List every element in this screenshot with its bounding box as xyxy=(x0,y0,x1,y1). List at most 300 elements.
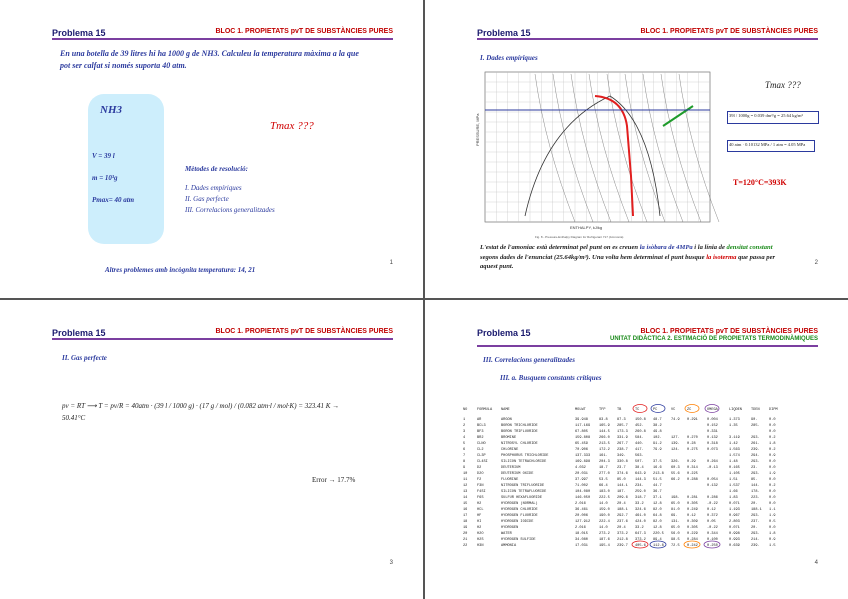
table-cell: 69. xyxy=(671,514,678,518)
table-cell: 89.4 xyxy=(653,538,662,542)
table-cell: 0.288 xyxy=(687,478,698,482)
explanation-paragraph xyxy=(480,243,790,272)
table-cell: 1.9 xyxy=(769,514,776,518)
pressure-equation-box: 40 atm · 0.10132 MPa / 1 atm = 4.05 MPa xyxy=(727,140,815,152)
table-cell: BORON TRICHLORIDE xyxy=(501,424,538,428)
table-cell: H3N xyxy=(477,544,484,548)
table-cell: 0.165 xyxy=(729,466,740,470)
table-cell: 36.461 xyxy=(575,508,588,512)
table-cell: 38.4 xyxy=(635,466,644,470)
table-cell: 178. xyxy=(751,490,760,494)
table-cell: 326. xyxy=(671,460,680,464)
table-cell: AMMONIA xyxy=(501,544,517,548)
table-cell: SILICON TETRACHLORIDE xyxy=(501,460,547,464)
table-cell: 2.803 xyxy=(729,520,740,524)
table-cell: 1.537 xyxy=(729,484,740,488)
table-cell: 70.906 xyxy=(575,448,588,452)
table-cell: 20. xyxy=(751,526,758,530)
table-cell: 159.808 xyxy=(575,436,591,440)
table-cell: 0.314 xyxy=(687,466,698,470)
table-cell: 373.2 xyxy=(617,532,628,536)
table-cell: 0.270 xyxy=(687,436,698,440)
table-cell: 172.2 xyxy=(599,448,610,452)
column-header: LIQDEN xyxy=(729,408,742,412)
table-cell: 0.284 xyxy=(687,538,698,542)
table-cell: 39.948 xyxy=(575,418,588,422)
table-cell: NITROGEN TRIFLUORIDE xyxy=(501,484,545,488)
column-header: TFP xyxy=(599,408,606,412)
table-cell: 0.9 xyxy=(769,538,776,542)
table-cell: 0.0 xyxy=(769,478,776,482)
table-cell: 38.2 xyxy=(653,424,662,428)
table-cell: CHLORINE xyxy=(501,448,519,452)
table-cell: 0.071 xyxy=(729,502,740,506)
table-cell: 5 xyxy=(463,442,466,446)
table-cell: 53.5 xyxy=(599,478,608,482)
table-cell: CL3P xyxy=(477,454,486,458)
table-cell: 293. xyxy=(751,532,760,536)
table-cell: 0.152 xyxy=(707,424,718,428)
table-cell: HI xyxy=(477,520,482,524)
slide-1 xyxy=(0,0,423,298)
text-density: densitat constant xyxy=(726,244,773,251)
table-cell: 98.5 xyxy=(671,538,680,542)
table-cell: 0.054 xyxy=(707,478,718,482)
table-cell: 72.5 xyxy=(671,544,680,548)
table-cell: 1.35 xyxy=(729,424,738,428)
table-cell: 82.0 xyxy=(653,520,662,524)
table-cell: 49.8 xyxy=(653,430,662,434)
column-header: NO xyxy=(463,408,468,412)
table-cell: 3 xyxy=(463,430,466,434)
table-cell: 214. xyxy=(751,538,760,542)
table-cell: 293. xyxy=(751,514,760,518)
table-cell: BORON TRIFLUORIDE xyxy=(501,430,538,434)
table-cell: 204.3 xyxy=(599,460,610,464)
table-cell: 0.275 xyxy=(687,448,698,452)
table-cell: 20.031 xyxy=(575,472,588,476)
table-cell: 19 xyxy=(463,526,468,530)
column-header: DIPM xyxy=(769,408,778,412)
table-cell: 10 xyxy=(463,472,468,476)
diagram-caption: Fig. 8 - Pressure-Enthalpy Diagram for Refrigerant 717 (Ammonia) xyxy=(535,235,624,239)
table-cell: 188.1 xyxy=(751,508,762,512)
table-cell: 0.264 xyxy=(707,460,718,464)
table-cell: 0.0 xyxy=(769,496,776,500)
table-cell: 37.997 xyxy=(575,478,588,482)
table-cell: 0.291 xyxy=(687,418,698,422)
table-cell: 0.9 xyxy=(769,454,776,458)
table-cell: 1.563 xyxy=(729,448,740,452)
tmax-question: Tmax ??? xyxy=(270,120,314,132)
column-header: OMEGA xyxy=(707,408,718,412)
table-cell: 37.5 xyxy=(653,460,662,464)
page-number: 1 xyxy=(389,260,393,266)
table-cell: 267.7 xyxy=(617,442,628,446)
table-cell: SILICON TETRAFLUORIDE xyxy=(501,490,547,494)
table-cell: 318.7 xyxy=(635,496,646,500)
table-cell: 23.7 xyxy=(617,466,626,470)
table-cell: 0.372 xyxy=(707,514,718,518)
table-cell: 0.05 xyxy=(707,520,716,524)
method-1: I. Dades empíriques xyxy=(185,184,242,192)
table-cell: 169.898 xyxy=(575,460,591,464)
table-cell: 2.016 xyxy=(575,502,586,506)
density-eq-lhs: 39l / 1000g xyxy=(729,113,750,118)
table-cell: 0.305 xyxy=(687,502,698,506)
slide-4 xyxy=(425,300,848,598)
table-cell: 104.080 xyxy=(575,490,591,494)
table-cell: 0.0 xyxy=(769,502,776,506)
table-cell: 213.5 xyxy=(599,442,610,446)
table-cell: BR2 xyxy=(477,436,484,440)
table-cell: 190.0 xyxy=(599,514,610,518)
table-cell: F3N xyxy=(477,484,484,488)
table-cell: 9 xyxy=(463,466,466,470)
table-cell: 0.967 xyxy=(729,514,740,518)
result-temperature: T=120°C=393K xyxy=(733,178,787,187)
text-g: que passa per aquest punt. xyxy=(480,253,776,270)
table-cell: 144.1 xyxy=(617,484,628,488)
table-cell: 14 xyxy=(463,496,468,500)
table-cell: 14.0 xyxy=(599,502,608,506)
density-eq-rhs: = 0.039 dm³/g = 25.64 kg/m³ xyxy=(750,113,803,118)
table-cell: 0.242 xyxy=(687,544,698,548)
table-cell: -0.13 xyxy=(707,466,718,470)
table-cell: 90. xyxy=(751,418,758,422)
table-cell: 60.3 xyxy=(671,466,680,470)
table-cell: 173.3 xyxy=(617,430,628,434)
table-cell: 187. xyxy=(617,490,626,494)
unit-title: UNITAT DIDÀCTICA 2. ESTIMACIÓ DE PROPIETATS TERMODINÀMIQUES xyxy=(609,336,818,342)
table-cell: 293. xyxy=(751,472,760,476)
table-cell: HYDROGEN CHLORIDE xyxy=(501,508,538,512)
column-header: NAME xyxy=(501,408,510,412)
table-cell: 20. xyxy=(751,502,758,506)
table-cell: 127. xyxy=(671,436,680,440)
table-cell: 266.0 xyxy=(599,436,610,440)
ideal-gas-equation: pv = RT ⟶ T = pv/R = 40atm · (39 l / 1000 g) · (17 g / mol) / (0.082 atm·l / mol·K) = 323.41 K → 50.41°C xyxy=(62,402,340,422)
table-cell: 87.3 xyxy=(617,418,626,422)
compound-label: NH3 xyxy=(100,104,122,116)
table-cell: 1.5 xyxy=(769,544,776,548)
table-cell: 44.7 xyxy=(653,484,662,488)
table-cell: 0.12 xyxy=(707,508,716,512)
table-cell: F2 xyxy=(477,478,482,482)
table-cell: 20.4 xyxy=(617,526,626,530)
table-cell: 0.28 xyxy=(687,442,696,446)
table-cell: 144.3 xyxy=(635,478,646,482)
table-cell: 8 xyxy=(463,460,466,464)
table-cell: 0.0 xyxy=(769,418,776,422)
table-cell: 0.993 xyxy=(729,538,740,542)
table-cell: 647.3 xyxy=(635,532,646,536)
table-cell: 83.8 xyxy=(599,418,608,422)
table-cell: 0.639 xyxy=(729,544,740,548)
methods-title: Mètodes de resolució: xyxy=(185,165,248,173)
table-cell: 259.0 xyxy=(635,490,646,494)
problem-title: Problema 15 xyxy=(477,328,531,338)
table-cell: 66.4 xyxy=(599,484,608,488)
table-cell: 0.132 xyxy=(707,436,718,440)
table-cell: 6 xyxy=(463,448,466,452)
column-header: TDEN xyxy=(751,408,760,412)
table-cell: 159.0 xyxy=(599,508,610,512)
page-number: 2 xyxy=(814,260,818,266)
table-cell: 1.42 xyxy=(729,442,738,446)
table-cell: 222.5 xyxy=(599,496,610,500)
density-equation-box xyxy=(727,111,819,124)
table-cell: 220.5 xyxy=(653,532,664,536)
table-cell: 0.250 xyxy=(707,544,718,548)
table-cell: 91.2 xyxy=(653,442,662,446)
column-header: TC xyxy=(635,408,640,412)
table-cell: 161. xyxy=(599,454,608,458)
table-cell: 14.0 xyxy=(599,526,608,530)
table-cell: NITROSYL CHLORIDE xyxy=(501,442,538,446)
table-cell: 1.1 xyxy=(769,508,776,512)
table-cell: 51.5 xyxy=(653,478,662,482)
table-cell: 65.459 xyxy=(575,442,588,446)
table-cell: 293. xyxy=(751,436,760,440)
table-cell: 293. xyxy=(751,460,760,464)
table-cell: 0.318 xyxy=(707,442,718,446)
table-cell: 424.0 xyxy=(635,520,646,524)
table-cell: 1.193 xyxy=(729,508,740,512)
table-cell: 146.050 xyxy=(575,496,591,500)
table-cell: 584. xyxy=(635,436,644,440)
table-cell: 7 xyxy=(463,454,466,458)
table-cell: 18.7 xyxy=(599,466,608,470)
table-cell: 0.2 xyxy=(769,448,776,452)
table-cell: 195.4 xyxy=(599,544,610,548)
table-cell: 37.1 xyxy=(653,496,662,500)
text-a: L'estat de l'amoniac està determinat pel punt on es creuen xyxy=(480,244,640,251)
table-cell: 0.998 xyxy=(729,532,740,536)
table-cell: 79.9 xyxy=(653,448,662,452)
table-cell: HCL xyxy=(477,508,484,512)
table-cell: 0.0 xyxy=(769,424,776,428)
table-cell: HYDROGEN FLUORIDE xyxy=(501,514,538,518)
table-cell: 165.9 xyxy=(599,424,610,428)
mass-label: m = 10³g xyxy=(92,174,118,182)
table-cell: 71.002 xyxy=(575,484,588,488)
table-cell: 239. xyxy=(751,448,760,452)
table-cell: BF3 xyxy=(477,430,484,434)
table-cell: 17 xyxy=(463,514,468,518)
table-cell: 1.105 xyxy=(729,472,740,476)
table-cell: 292.7 xyxy=(617,514,628,518)
table-cell: 212.8 xyxy=(617,538,628,542)
problem-title: Problema 15 xyxy=(477,28,531,38)
table-cell: 1.83 xyxy=(729,496,738,500)
table-cell: 0.249 xyxy=(687,508,698,512)
table-cell: 127.912 xyxy=(575,520,591,524)
table-cell: 144. xyxy=(751,484,760,488)
table-cell: 23. xyxy=(751,466,758,470)
page-number: 3 xyxy=(389,560,393,566)
subsection-title: III. a. Busquem constants crítiques xyxy=(500,374,602,382)
text-isotherm: la isoterma xyxy=(706,253,737,261)
table-cell: 234. xyxy=(635,484,644,488)
table-cell: BROMINE xyxy=(501,436,517,440)
table-cell: 21 xyxy=(463,538,468,542)
table-cell: 55.6 xyxy=(671,472,680,476)
table-cell: 15 xyxy=(463,502,468,506)
table-cell: F4SI xyxy=(477,490,486,494)
table-cell: 33.2 xyxy=(635,526,644,530)
table-cell: 324.6 xyxy=(635,508,646,512)
table-cell: 12.8 xyxy=(653,526,662,530)
table-cell: 0.0 xyxy=(769,526,776,530)
table-cell: 237.6 xyxy=(617,520,628,524)
table-cell: 0.281 xyxy=(687,496,698,500)
table-cell: -0.22 xyxy=(707,526,718,530)
table-cell: 18 xyxy=(463,520,468,524)
table-cell: 294. xyxy=(751,454,760,458)
table-cell: 0.344 xyxy=(707,532,718,536)
table-cell: 0.2 xyxy=(769,484,776,488)
table-cell: 0.0 xyxy=(769,430,776,434)
table-cell: 209.6 xyxy=(617,496,628,500)
section-title: I. Dades empíriques xyxy=(480,54,538,62)
table-cell: 2.016 xyxy=(575,526,586,530)
problem-title: Problema 15 xyxy=(52,328,106,338)
table-cell: 11 xyxy=(463,478,468,482)
text-c: i la línia de xyxy=(692,244,727,251)
table-cell: 417. xyxy=(635,448,644,452)
table-cell: DEUTERIUM OXIDE xyxy=(501,472,534,476)
table-cell: 222.4 xyxy=(599,520,610,524)
table-cell: 0.071 xyxy=(729,526,740,530)
table-cell: 65.0 xyxy=(671,502,680,506)
table-cell: 237. xyxy=(751,520,760,524)
table-cell: 0.286 xyxy=(707,496,718,500)
table-cell: 85. xyxy=(751,478,758,482)
table-cell: WATER xyxy=(501,532,512,536)
table-cell: 0.309 xyxy=(687,520,698,524)
table-cell: CL4SI xyxy=(477,460,488,464)
table-cell: 74.9 xyxy=(671,418,680,422)
table-cell: 1.8 xyxy=(769,442,776,446)
table-cell: FLUORINE xyxy=(501,478,519,482)
table-cell: 0.2 xyxy=(769,436,776,440)
table-cell: 261. xyxy=(751,442,760,446)
table-cell: 144.5 xyxy=(599,430,610,434)
table-cell: 0.100 xyxy=(707,538,718,542)
table-cell: 0.225 xyxy=(687,472,698,476)
problem-statement: En una botella de 39 litres hi ha 1000 g de NH3. Calculeu la temperatura màxima a la que pot ser calfat si només suporta 40 atm. xyxy=(60,49,359,70)
table-cell: 1.51 xyxy=(729,478,738,482)
table-cell: -0.22 xyxy=(707,502,718,506)
table-cell: 16.6 xyxy=(653,466,662,470)
header-rule xyxy=(52,338,393,340)
table-cell: 20 xyxy=(463,532,468,536)
table-cell: H2 xyxy=(477,526,482,530)
table-cell: 1.66 xyxy=(729,490,738,494)
table-cell: D2O xyxy=(477,472,484,476)
table-cell: 0.0 xyxy=(769,466,776,470)
table-cell: 16 xyxy=(463,508,468,512)
volume-label: V = 39 l xyxy=(92,152,115,160)
table-cell: 36.7 xyxy=(653,490,662,494)
table-cell: 66.2 xyxy=(671,478,680,482)
column-header: FORMULA xyxy=(477,408,493,412)
table-cell: 124. xyxy=(671,448,680,452)
table-cell: 0.0 xyxy=(769,460,776,464)
table-cell: 461.0 xyxy=(635,514,646,518)
error-value: Error → 17.7% xyxy=(312,476,356,484)
method-3: III. Correlacions generalitzades xyxy=(185,206,275,214)
page-number: 4 xyxy=(814,560,818,566)
section-title: II. Gas perfecte xyxy=(62,354,107,362)
table-cell: 150.8 xyxy=(635,418,646,422)
table-cell: H2 xyxy=(477,502,482,506)
text-e: segons dades de l'enunciat (25.64kg/m³). Una volta hem determinat el punt busque xyxy=(480,253,707,261)
table-cell: 2 xyxy=(463,424,466,428)
table-cell: D2 xyxy=(477,466,482,470)
table-cell: CL2 xyxy=(477,448,484,452)
table-cell: 0.5 xyxy=(769,520,776,524)
table-cell: 273.2 xyxy=(599,532,610,536)
table-cell: 81.0 xyxy=(671,508,680,512)
table-cell: 3.119 xyxy=(729,436,740,440)
table-cell: H2S xyxy=(477,538,484,542)
table-cell: 198. xyxy=(671,496,680,500)
pressure-enthalpy-diagram xyxy=(475,66,720,234)
table-cell: 131. xyxy=(671,520,680,524)
table-cell: 48.7 xyxy=(653,418,662,422)
bloc-title: BLOC 1. PROPIETATS pvT DE SUBSTÀNCIES PURES xyxy=(215,328,393,335)
table-cell: 18.015 xyxy=(575,532,588,536)
table-cell: 373.2 xyxy=(635,538,646,542)
table-cell: 112.8 xyxy=(653,544,664,548)
y-axis-label: PRESSURE, MPa xyxy=(475,113,480,146)
table-cell: 117.169 xyxy=(575,424,591,428)
table-cell: 187.6 xyxy=(599,538,610,542)
table-cell: HYDROGEN xyxy=(501,526,519,530)
table-cell: 0.229 xyxy=(687,532,698,536)
table-cell: 20.006 xyxy=(575,514,588,518)
table-cell: 0.305 xyxy=(687,526,698,530)
table-cell: HYDROGEN (NORMAL) xyxy=(501,502,538,506)
table-cell: 64.8 xyxy=(653,514,662,518)
table-cell: 1.373 xyxy=(729,418,740,422)
table-cell: 1.48 xyxy=(729,460,738,464)
table-cell: ARGON xyxy=(501,418,512,422)
table-cell: 239.7 xyxy=(617,544,628,548)
table-cell: 56.0 xyxy=(671,532,680,536)
table-cell: 0.331 xyxy=(707,430,718,434)
table-cell: AR xyxy=(477,418,482,422)
header-rule xyxy=(52,38,393,40)
table-cell: PHOSPHORUS TRICHLORIDE xyxy=(501,454,549,458)
table-cell: 13 xyxy=(463,490,468,494)
table-cell: 22 xyxy=(463,544,468,548)
table-cell: H2O xyxy=(477,532,484,536)
table-cell: 238.7 xyxy=(617,448,628,452)
column-header: MOLWT xyxy=(575,408,586,412)
table-cell: 20.4 xyxy=(617,502,626,506)
tmax-question: Tmax ??? xyxy=(765,80,801,90)
header-rule xyxy=(477,38,818,40)
bloc-title: BLOC 1. PROPIETATS pvT DE SUBSTÀNCIES PURES xyxy=(640,328,818,335)
section-title: III. Correlacions generalitzades xyxy=(483,356,575,364)
pressure-label: Pmax= 40 atm xyxy=(92,196,135,204)
table-cell: SULFUR HEXAFLUORIDE xyxy=(501,496,542,500)
table-cell: 285. xyxy=(751,424,760,428)
table-cell: 507. xyxy=(635,460,644,464)
